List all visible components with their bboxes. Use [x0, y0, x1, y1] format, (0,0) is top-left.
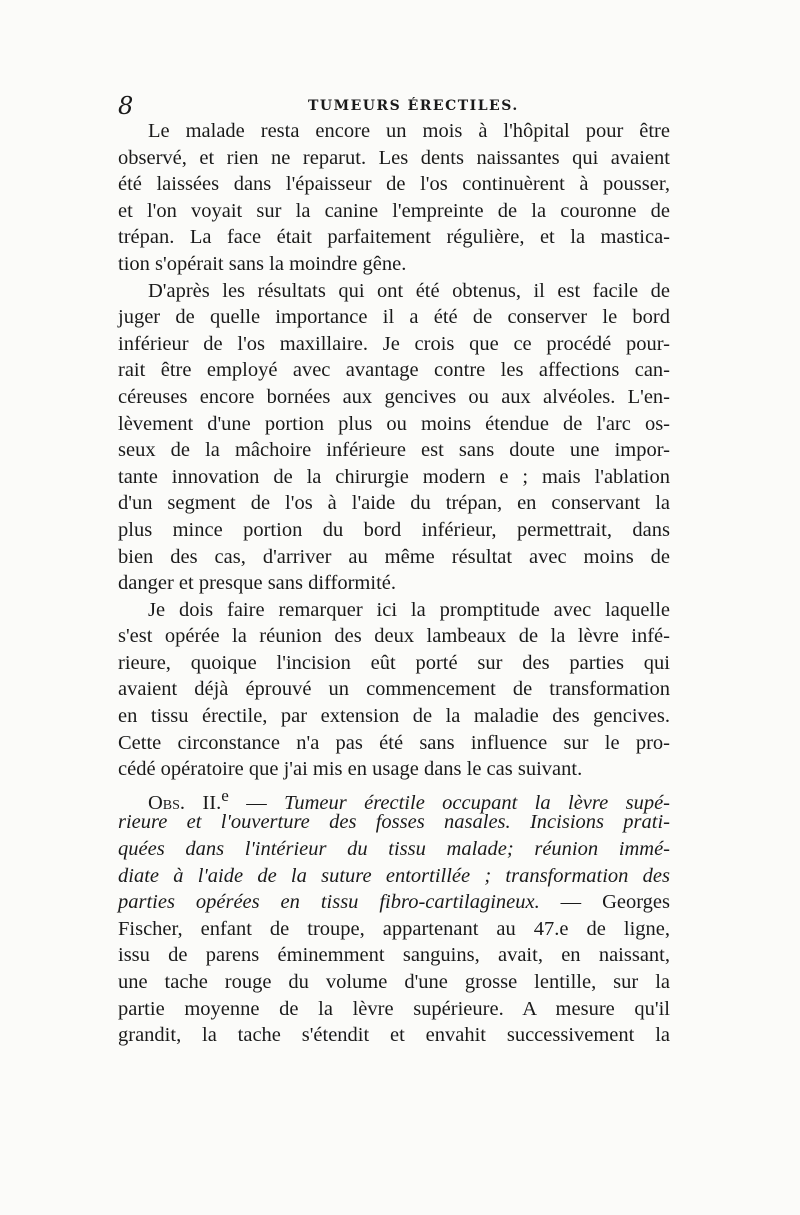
text-line: partie moyenne de la lèvre supérieure. A mesure qu'il: [118, 997, 670, 1020]
text-line: seux de la mâchoire inférieure est sans doute une impor-: [118, 439, 670, 462]
text-line: d'un segment de l'os à l'aide du trépan, en conservant la: [118, 492, 670, 515]
observation-label: Obs. II.: [148, 791, 222, 814]
text-line: D'après les résultats qui ont été obtenus, il est facile de: [148, 279, 670, 302]
observation-title-line: diate à l'aide de la suture entortillée ; transformation des: [118, 864, 670, 887]
text-line: danger et presque sans difformité.: [118, 572, 396, 595]
body-text: [118, 118, 670, 1049]
observation-title: Tumeur érectile occupant la lèvre supé-: [284, 791, 670, 814]
text-line: rait être employé avec avantage contre les affections can-: [118, 359, 670, 382]
text-line: observé, et rien ne reparut. Les dents naissantes qui avaient: [118, 146, 670, 169]
observation-dash: —: [228, 791, 285, 814]
text-line: plus mince portion du bord inférieur, permettrait, dans: [118, 518, 670, 541]
text-line: s'est opérée la réunion des deux lambeaux de la lèvre infé-: [118, 625, 670, 648]
text-line: inférieur de l'os maxillaire. Je crois que ce procédé pour-: [118, 332, 670, 355]
text-line: juger de quelle importance il a été de conserver le bord: [118, 306, 670, 329]
observation-title-end-line: [118, 889, 670, 916]
text-line: avaient déjà éprouvé un commencement de transformation: [118, 678, 670, 701]
text-line: Je dois faire remarquer ici la promptitude avec laquelle: [148, 598, 670, 621]
text-line: issu de parens éminemment sanguins, avait, en naissant,: [118, 944, 670, 967]
observation-title-line: quées dans l'intérieur du tissu malade; réunion immé-: [118, 838, 670, 861]
text-line: et l'on voyait sur la canine l'empreinte de la couronne de: [118, 199, 670, 222]
text-line: en tissu érectile, par extension de la maladie des gencives.: [118, 705, 670, 728]
text-line: bien des cas, d'arriver au même résultat avec moins de: [118, 545, 670, 568]
text-line: trépan. La face était parfaitement régulière, et la mastica-: [118, 226, 670, 249]
patient-name-start: — Georges: [539, 891, 671, 914]
text-line: tante innovation de la chirurgie modern e ; mais l'ablation: [118, 465, 670, 488]
running-title: TUMEURS ÉRECTILES.: [308, 98, 519, 114]
observation-title-end: parties opérées en tissu fibro-cartilagineux.: [118, 891, 540, 914]
text-line: Le malade resta encore un mois à l'hôpital pour être: [148, 120, 670, 142]
text-line: été laissées dans l'épaisseur de l'os continuèrent à pousser,: [118, 173, 670, 196]
text-line: une tache rouge du volume d'une grosse lentille, sur la: [118, 971, 670, 993]
text-line: rieure, quoique l'incision eût porté sur des parties qui: [118, 651, 670, 674]
text-line: lèvement d'une portion plus ou moins étendue de l'arc os-: [118, 412, 670, 435]
text-line: cédé opératoire que j'ai mis en usage dans le cas suivant.: [118, 758, 583, 781]
text-line: Cette circonstance n'a pas été sans influence sur le pro-: [118, 731, 670, 754]
observation-title-line: rieure et l'ouverture des fosses nasales. Incisions prati-: [118, 811, 670, 834]
text-line: tion s'opérait sans la moindre gêne.: [118, 252, 407, 275]
page-number: 8: [118, 92, 134, 120]
text-line: grandit, la tache s'étendit et envahit successivement la: [118, 1024, 670, 1047]
observation-heading-line: [118, 783, 670, 814]
observation-superscript: e: [221, 785, 229, 805]
text-line: Fischer, enfant de troupe, appartenant au 47.e de ligne,: [118, 917, 670, 940]
text-line: céreuses encore bornées aux gencives ou aux alvéoles. L'en-: [118, 385, 670, 408]
